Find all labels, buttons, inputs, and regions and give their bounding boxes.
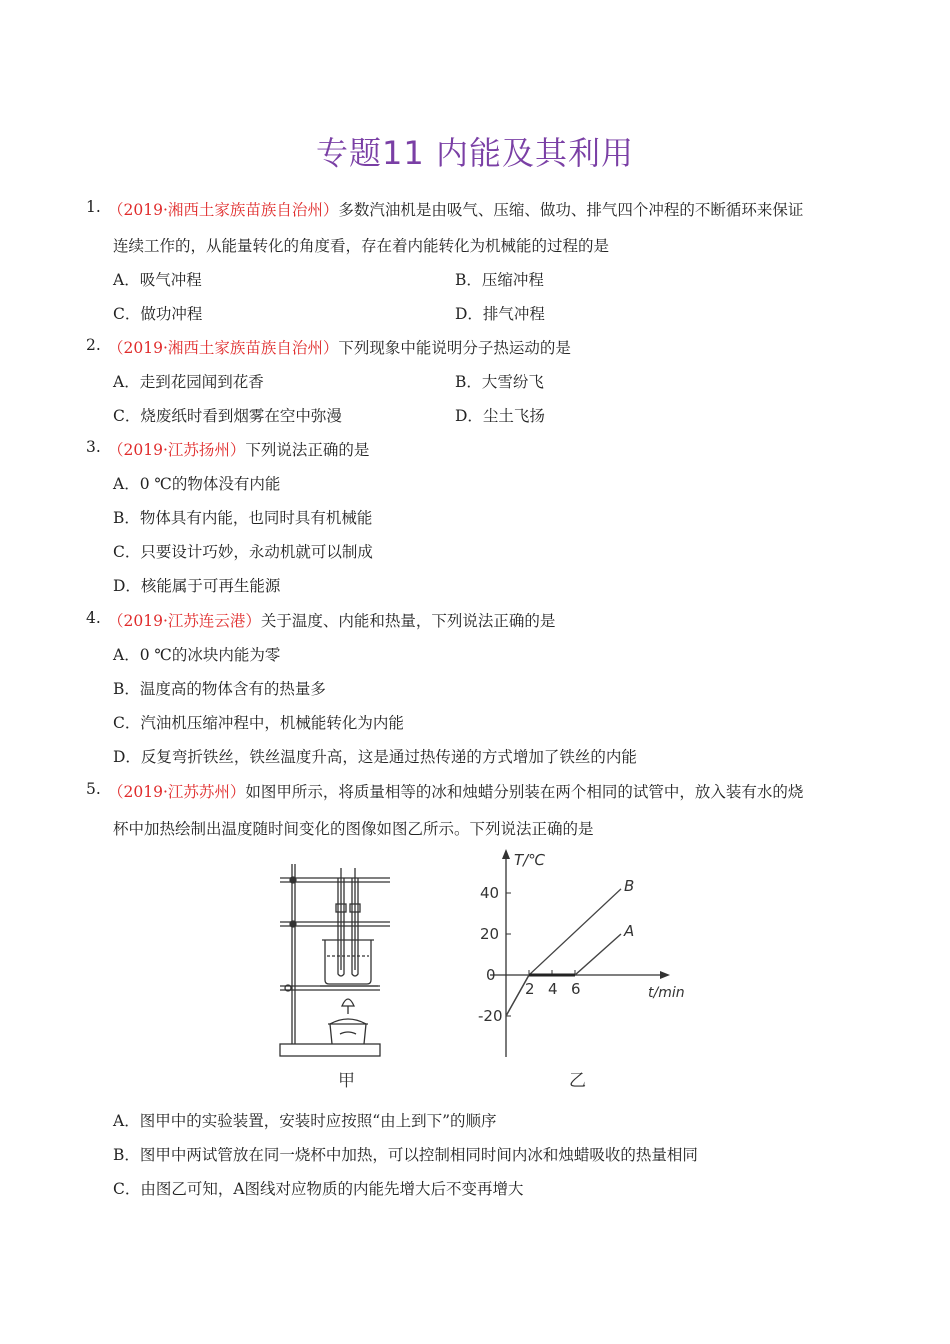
option-a: A．0 ℃的冰块内能为零	[113, 646, 281, 664]
y-tick-label: 0	[486, 966, 496, 984]
question-source: （2019·江苏扬州）	[108, 441, 246, 459]
x-axis-arrow	[660, 971, 670, 979]
x-tick-label: 6	[571, 980, 581, 998]
y-tick-label: 40	[480, 884, 500, 902]
option-b: B．温度高的物体含有的热量多	[113, 680, 326, 698]
question-number: 5.	[86, 780, 101, 798]
option-a: A．0 ℃的物体没有内能	[113, 475, 281, 493]
question-stem-continued: 连续工作的，从能量转化的角度看，存在着内能转化为机械能的过程的是	[113, 237, 610, 255]
option-a: A．吸气冲程	[113, 271, 202, 289]
question-source: （2019·江苏连云港）	[108, 612, 261, 630]
x-tick-label: 4	[548, 980, 558, 998]
question-number: 4.	[86, 609, 101, 627]
option-b: B．压缩冲程	[455, 271, 544, 289]
x-tick-label: 2	[525, 980, 535, 998]
question-source: （2019·湘西土家族苗族自治州）	[108, 201, 339, 219]
y-tick-label: 20	[480, 925, 500, 943]
question-number: 3.	[86, 438, 101, 456]
option-c: C．汽油机压缩冲程中，机械能转化为内能	[113, 714, 404, 732]
y-axis-arrow	[502, 849, 510, 859]
figure-caption-right: 乙	[569, 1071, 586, 1091]
option-b: B．图甲中两试管放在同一烧杯中加热，可以控制相同时间内冰和烛蜡吸收的热量相同	[113, 1146, 698, 1164]
question-stem-continued: 杯中加热绘制出温度随时间变化的图像如图乙所示。下列说法正确的是	[113, 820, 594, 838]
figure-caption-left: 甲	[338, 1071, 355, 1091]
option-b: B．大雪纷飞	[455, 373, 544, 391]
y-tick-label: -20	[478, 1007, 503, 1025]
option-b: B．物体具有内能，也同时具有机械能	[113, 509, 373, 527]
option-c: C．烧废纸时看到烟雾在空中弥漫	[113, 407, 342, 425]
stand-base	[280, 1044, 380, 1056]
page-title: 专题11 内能及其利用	[316, 134, 634, 172]
option-a: A．图甲中的实验装置，安装时应按照“由上到下”的顺序	[113, 1112, 497, 1130]
temperature-time-chart	[470, 845, 700, 1065]
series-label-a: A	[624, 922, 635, 940]
option-d: D．反复弯折铁丝，铁丝温度升高，这是通过热传递的方式增加了铁丝的内能	[113, 748, 637, 766]
flame	[342, 999, 354, 1006]
option-c: C．由图乙可知，A图线对应物质的内能先增大后不变再增大	[113, 1180, 524, 1198]
series-line-b	[506, 889, 621, 1016]
question-stem: 下列说法正确的是	[245, 441, 370, 459]
option-d: D．排气冲程	[455, 305, 545, 323]
apparatus-figure	[270, 858, 400, 1063]
question-stem: 下列现象中能说明分子热运动的是	[338, 339, 571, 357]
question-number: 1.	[86, 198, 101, 216]
option-d: D．尘土飞扬	[455, 407, 545, 425]
option-d: D．核能属于可再生能源	[113, 577, 281, 595]
x-axis-label: t/min	[648, 985, 685, 1001]
y-axis-label: T/℃	[514, 851, 546, 869]
question-stem: 关于温度、内能和热量，下列说法正确的是	[260, 612, 556, 630]
question-source: （2019·江苏苏州）	[108, 783, 246, 801]
option-c: C．只要设计巧妙，永动机就可以制成	[113, 543, 373, 561]
question-number: 2.	[86, 336, 101, 354]
beaker	[325, 940, 371, 984]
question-stem: 如图甲所示，将质量相等的冰和烛蜡分别装在两个相同的试管中，放入装有水的烧	[245, 783, 804, 801]
series-label-b: B	[624, 876, 635, 895]
question-source: （2019·湘西土家族苗族自治州）	[108, 339, 339, 357]
option-c: C．做功冲程	[113, 305, 203, 323]
question-stem: 多数汽油机是由吸气、压缩、做功、排气四个冲程的不断循环来保证	[338, 201, 804, 219]
option-a: A．走到花园闻到花香	[113, 373, 264, 391]
